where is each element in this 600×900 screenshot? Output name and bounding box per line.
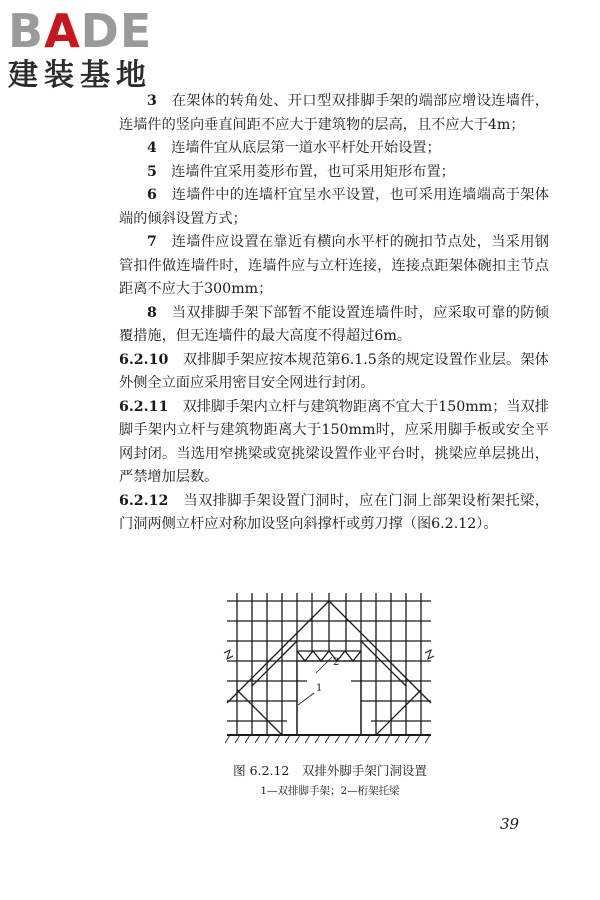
list-item: 8 当双排脚手架下部暂不能设置连墙件时，应采取可靠的防倾覆措施，但无连墙件的最大高度不得超过6m。	[119, 304, 549, 344]
brand-logo	[8, 6, 178, 94]
logo-subtitle: 建装基地	[8, 58, 152, 93]
list-item: 3 在架体的转角处、开口型双排脚手架的端部应增设连墙件，连墙件的竖向垂直间距不应大于建筑物的层高，且不应大于4m；	[119, 93, 549, 133]
scaffold-diagram	[222, 593, 436, 753]
list-item: 7 连墙件应设置在靠近有横向水平杆的碗扣节点处，当采用钢管扣件做连墙件时，连墙件应与立杆连接，连接点距架体碗扣主节点距离不应大于300mm；	[119, 234, 549, 297]
clause: 6.2.11 双排脚手架内立杆与建筑物距离不宜大于150mm；当双排脚手架内立杆与建筑物距离大于150mm时，应采用脚手板或安全平网封闭。当选用窄挑梁或宽挑梁设置作业平台时，挑梁应单层挑出，严禁增加层数。	[119, 398, 549, 485]
list-item: 5 连墙件宜采用菱形布置，也可采用矩形布置；	[147, 163, 455, 180]
page-number: 39	[500, 815, 520, 833]
logo-wordmark: BADE	[8, 4, 153, 58]
clause: 6.2.10 双排脚手架应按本规范第6.1.5条的规定设置作业层。架体外侧全立面应采用密目安全网进行封闭。	[119, 351, 549, 391]
scaffold-door-figure	[222, 593, 436, 753]
label-truss: 2	[333, 657, 340, 668]
clause: 6.2.12 当双排脚手架设置门洞时，应在门洞上部架设桁架托梁，门洞两侧立杆应对称加设竖向斜撑杆或剪刀撑（图6.2.12）。	[119, 492, 549, 532]
list-item: 6 连墙件中的连墙杆宜呈水平设置，也可采用连墙端高于架体端的倾斜设置方式；	[119, 187, 549, 227]
document-body	[119, 90, 549, 537]
figure-note: 1—双排脚手架；2—桁架托梁	[260, 785, 400, 797]
label-scaffold: 1	[316, 683, 323, 694]
list-item: 4 连墙件宜从底层第一道水平杆处开始设置；	[147, 140, 441, 156]
figure-caption: 图 6.2.12 双排外脚手架门洞设置	[233, 763, 427, 778]
